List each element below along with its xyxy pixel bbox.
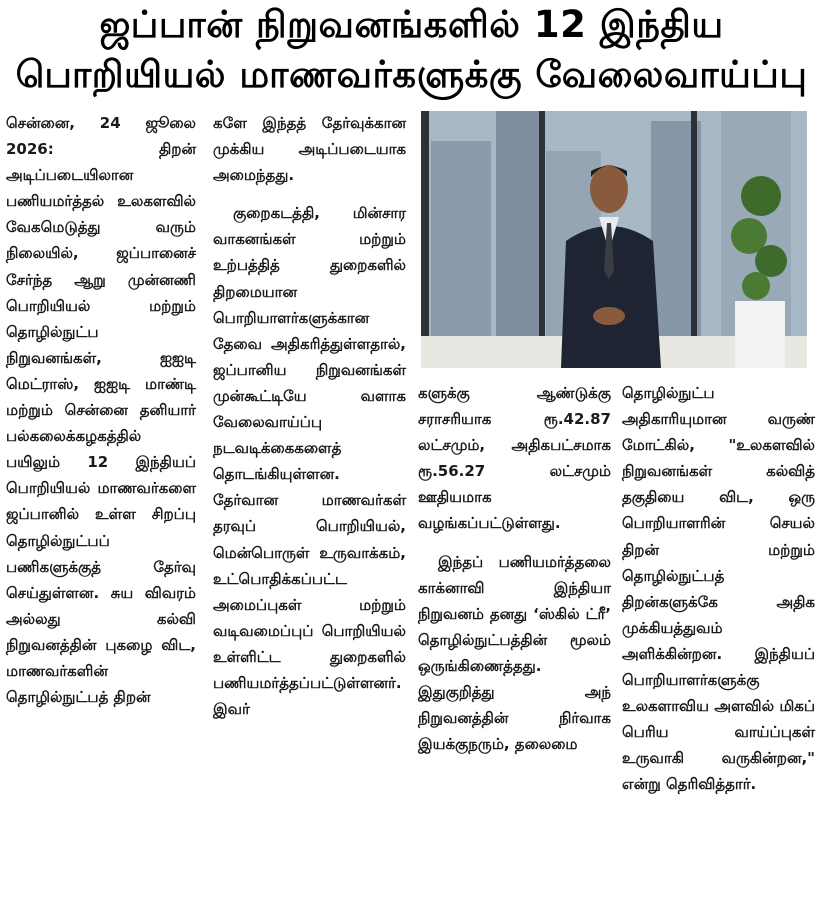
news-photo bbox=[421, 111, 807, 368]
paragraph: களே இந்தத் தேர்வுக்கான முக்கிய அடிப்படையாக அமைந்தது. bbox=[213, 114, 406, 185]
paragraph: களுக்கு ஆண்டுக்கு சராசரியாக ரூ.42.87 லட்சமும், அதிகபட்சமாக ரூ.56.27 லட்சமும் ஊதியமாக வழங்கப்பட்டுள்ளது. bbox=[418, 384, 611, 533]
paragraph: இந்தப் பணியமர்த்தலை காக்னாவி இந்தியா நிறுவனம் தனது ‘ஸ்கில் ட்ரீ’ தொழில்நுட்பத்தின் மூலம் ஒருங்கிணைத்தது. இதுகுறித்து அந் நிறுவனத்தின் நிர்வாக இயக்குநரும், தலைமை bbox=[418, 552, 611, 754]
article-column-3 bbox=[418, 380, 611, 757]
article-column-4 bbox=[622, 380, 815, 798]
article-column-2 bbox=[213, 110, 406, 722]
headline bbox=[0, 0, 823, 100]
paragraph: தொழில்நுட்ப அதிகாரியுமான வருண் மோட்கில், "உலகளவில் நிறுவனங்கள் கல்வித் தகுதியை விட, ஒரு பொறியாளரின் செயல் திறன் மற்றும் தொழில்நுட்பத் திறன்களுக்கே அதிக முக்கியத்துவம் அளிக்கின்றன. இந்தியப் பொறியாளர்களுக்கு உலகளாவிய அளவில் மிகப் பெரிய வாய்ப்புகள் உருவாகி வருகின்றன," என்று தெரிவித்தார். bbox=[622, 384, 815, 794]
headline-line-2: பொறியியல் மாணவர்களுக்கு வேலைவாய்ப்பு bbox=[15, 53, 808, 96]
paragraph: குறைகடத்தி, மின்சார வாகனங்கள் மற்றும் உற்பத்தித் துறைகளில் திறமையான பொறியாளர்களுக்கான தேவை அதிகரித்துள்ளதால், ஜப்பானிய நிறுவனங்கள் முன்கூட்டியே வளாக வேலைவாய்ப்பு நடவடிக்கைகளைத் தொடங்கியுள்ளன. தேர்வான மாணவர்கள் தரவுப் பொறியியல், மென்பொருள் உருவாக்கம், உட்பொதிக்கப்பட்ட அமைப்புகள் மற்றும் வடிவமைப்புப் பொறியியல் உள்ளிட்ட துறைகளில் பணியமர்த்தப்பட்டுள்ளனர். இவர் bbox=[213, 204, 406, 719]
article-column-1 bbox=[6, 110, 196, 710]
paragraph: சென்னை, 24 ஜூலை 2026: திறன் அடிப்படையிலான பணியமர்த்தல் உலகளவில் வேகமெடுத்து வரும் நிலையில், ஜப்பானைச் சேர்ந்த ஆறு முன்னணி பொறியியல் மற்றும் தொழில்நுட்ப நிறுவனங்கள், ஐஐடி மெட்ராஸ், ஐஐடி மாண்டி மற்றும் சென்னை தனியார் பல்கலைக்கழகத்தில் பயிலும் 12 இந்தியப் பொறியியல் மாணவர்களை ஜப்பானில் உள்ள சிறப்பு தொழில்நுட்பப் பணிகளுக்குத் தேர்வு செய்துள்ளன. சுய விவரம் அல்லது கல்வி நிறுவனத்தின் புகழை விட, மாணவர்களின் தொழில்நுட்பத் திறன் bbox=[6, 114, 196, 707]
headline-line-1: ஜப்பான் நிறுவனங்களில் 12 இந்திய bbox=[99, 3, 724, 46]
